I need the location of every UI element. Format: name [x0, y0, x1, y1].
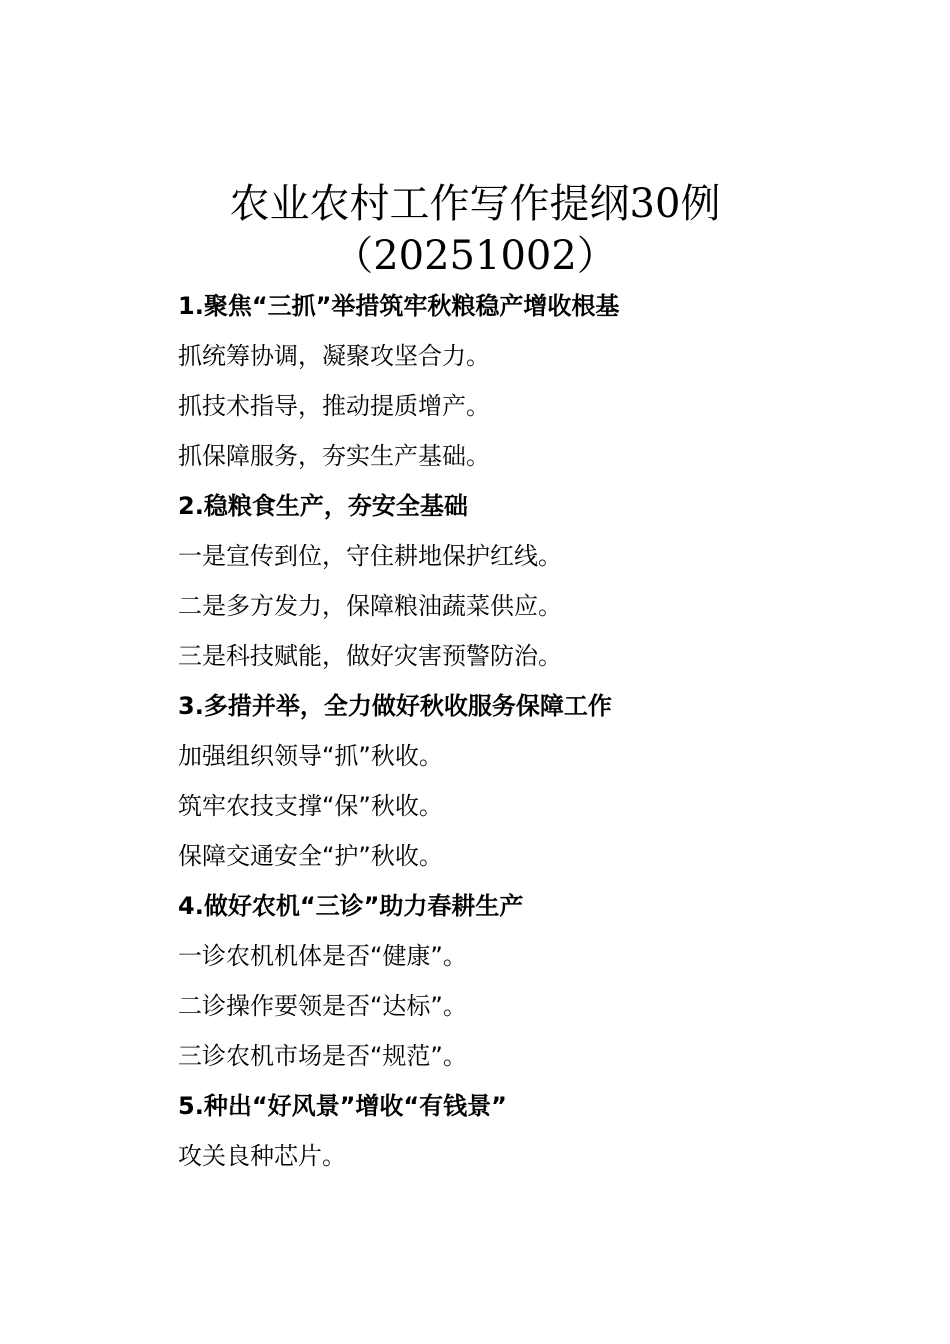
outline-item: 保障交通安全“护”秋收。 — [178, 842, 443, 870]
section-heading: 1.聚焦“三抓”举措筑牢秋粮稳产增收根基 — [178, 292, 620, 320]
outline-section-2 — [178, 484, 878, 684]
outline-item: 一是宣传到位，守住耕地保护红线。 — [178, 542, 562, 570]
section-heading: 5.种出“好风景”增收“有钱景” — [178, 1092, 507, 1120]
outline-item: 抓技术指导，推动提质增产。 — [178, 392, 490, 420]
outline-item: 抓统筹协调，凝聚攻坚合力。 — [178, 342, 490, 370]
outline-item: 筑牢农技支撑“保”秋收。 — [178, 792, 443, 820]
outline-content — [178, 284, 878, 1184]
outline-item: 攻关良种芯片。 — [178, 1142, 346, 1170]
outline-section-1 — [178, 284, 878, 484]
outline-item: 加强组织领导“抓”秋收。 — [178, 742, 443, 770]
outline-item: 抓保障服务，夯实生产基础。 — [178, 442, 490, 470]
outline-item: 二是多方发力，保障粮油蔬菜供应。 — [178, 592, 562, 620]
title-date: （20251002） — [333, 233, 617, 279]
title-main: 农业农村工作写作提纲30例 — [229, 181, 721, 227]
section-heading: 4.做好农机“三诊”助力春耕生产 — [178, 892, 524, 920]
outline-item: 三是科技赋能，做好灾害预警防治。 — [178, 642, 562, 670]
section-heading: 3.多措并举，全力做好秋收服务保障工作 — [178, 692, 612, 720]
outline-item: 三诊农机市场是否“规范”。 — [178, 1042, 467, 1070]
document-title — [0, 178, 950, 282]
outline-item: 一诊农机机体是否“健康”。 — [178, 942, 467, 970]
outline-item: 二诊操作要领是否“达标”。 — [178, 992, 467, 1020]
section-heading: 2.稳粮食生产，夯安全基础 — [178, 492, 468, 520]
outline-section-5 — [178, 1084, 878, 1184]
outline-section-4 — [178, 884, 878, 1084]
outline-section-3 — [178, 684, 878, 884]
